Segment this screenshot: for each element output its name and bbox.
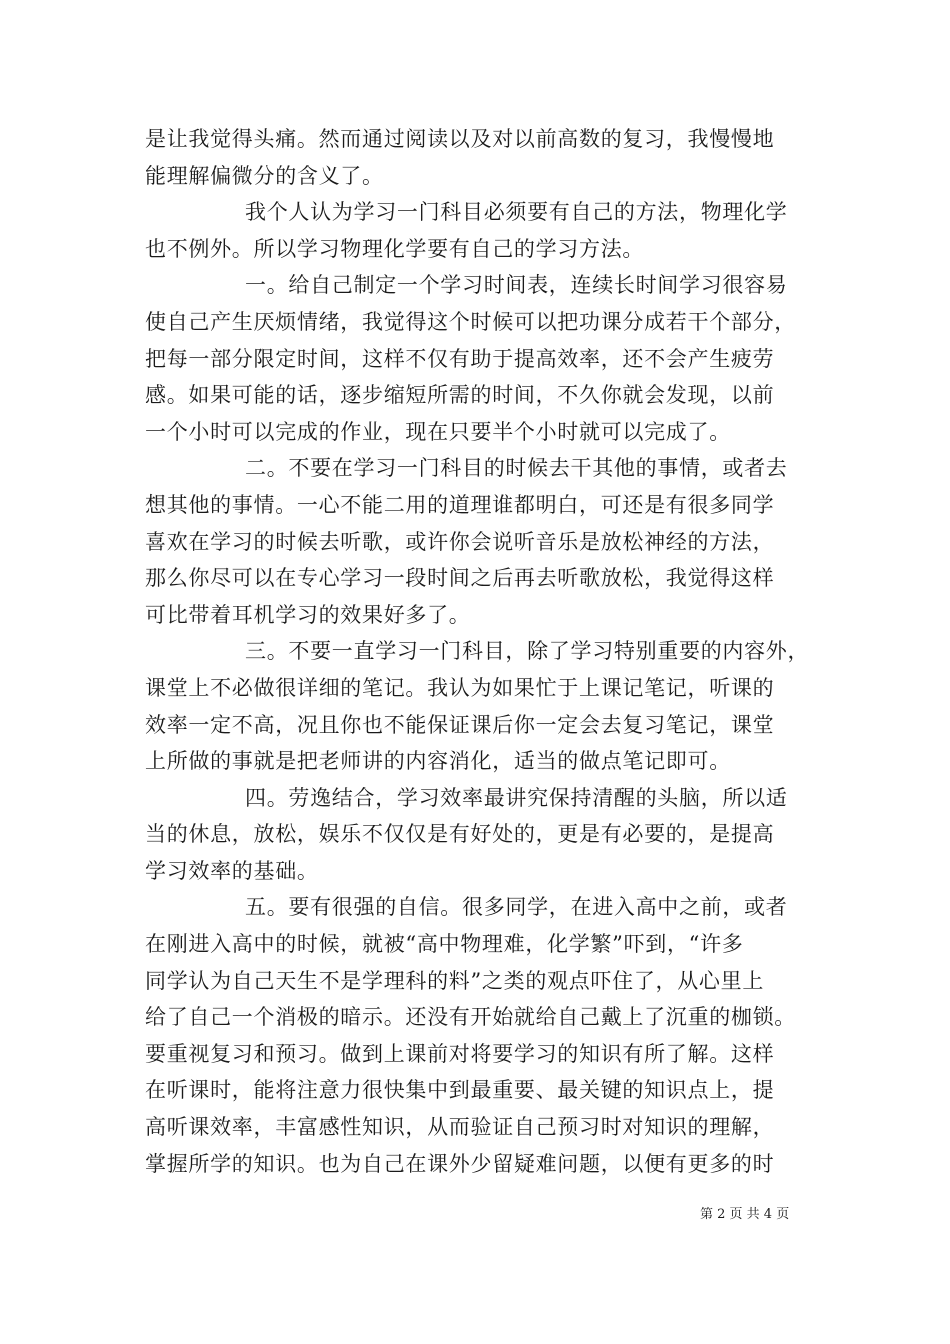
text-line: 上所做的事就是把老师讲的内容消化，适当的做点笔记即可。: [145, 749, 731, 774]
text-line: 高听课效率，丰富感性知识，从而验证自己预习时对知识的理解，: [145, 1115, 775, 1140]
text-line: 一。给自己制定一个学习时间表，连续长时间学习很容易: [245, 273, 788, 298]
text-line: 把每一部分限定时间，这样不仅有助于提高效率，还不会产生疲劳: [145, 346, 775, 371]
text-line: 三。不要一直学习一门科目，除了学习特别重要的内容外，: [245, 639, 810, 664]
text-line: 喜欢在学习的时候去听歌，或许你会说听音乐是放松神经的方法，: [145, 529, 775, 554]
text-line: 想其他的事情。一心不能二用的道理谁都明白，可还是有很多同学: [145, 492, 775, 517]
text-line: 掌握所学的知识。也为自己在课外少留疑难问题，以便有更多的时: [145, 1151, 775, 1176]
body-text: [145, 121, 815, 1182]
text-line: 当的休息，放松，娱乐不仅仅是有好处的，更是有必要的，是提高: [145, 822, 775, 847]
text-line: 在听课时，能将注意力很快集中到最重要、最关键的知识点上，提: [145, 1078, 775, 1103]
text-line: 五。要有很强的自信。很多同学，在进入高中之前，或者: [245, 895, 788, 920]
text-line: 能理解偏微分的含义了。: [145, 163, 384, 188]
text-line: 也不例外。所以学习物理化学要有自己的学习方法。: [145, 236, 645, 261]
text-line: 二。不要在学习一门科目的时候去干其他的事情，或者去: [245, 456, 788, 481]
text-line: 学习效率的基础。: [145, 858, 319, 883]
text-line: 给了自己一个消极的暗示。还没有开始就给自己戴上了沉重的枷锁。: [145, 1005, 796, 1030]
text-line: 我个人认为学习一门科目必须要有自己的方法，物理化学: [245, 200, 788, 225]
text-line: 同学认为自己天生不是学理科的料”之类的观点吓住了，从心里上: [145, 968, 765, 993]
page-footer: 第 2 页 共 4 页: [700, 1207, 790, 1222]
text-line: 是让我觉得头痛。然而通过阅读以及对以前高数的复习，我慢慢地: [145, 127, 775, 151]
text-line: 可比带着耳机学习的效果好多了。: [145, 602, 471, 627]
text-line: 那么你尽可以在专心学习一段时间之后再去听歌放松，我觉得这样: [145, 566, 775, 591]
text-line: 要重视复习和预习。做到上课前对将要学习的知识有所了解。这样: [145, 1041, 775, 1066]
text-line: 效率一定不高，况且你也不能保证课后你一定会去复习笔记，课堂: [145, 712, 775, 737]
text-line: 课堂上不必做很详细的笔记。我认为如果忙于上课记笔记，听课的: [145, 675, 775, 700]
text-line: 感。如果可能的话，逐步缩短所需的时间，不久你就会发现，以前: [145, 383, 775, 408]
text-line: 四。劳逸结合，学习效率最讲究保持清醒的头脑，所以适: [245, 785, 788, 810]
text-line: 在刚进入高中的时候，就被“高中物理难，化学繁”吓到，“许多: [145, 932, 744, 957]
text-line: 使自己产生厌烦情绪，我觉得这个时候可以把功课分成若干个部分，: [145, 309, 796, 334]
text-line: 一个小时可以完成的作业，现在只要半个小时就可以完成了。: [145, 419, 731, 444]
